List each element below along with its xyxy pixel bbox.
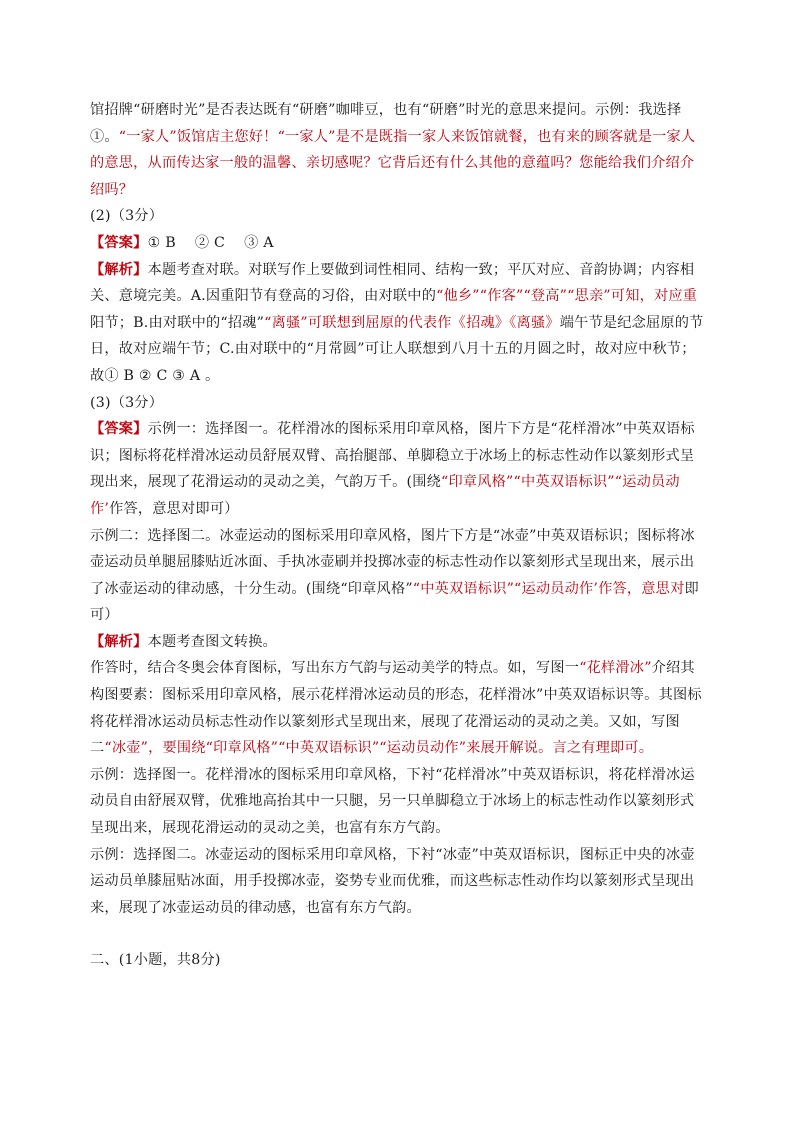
q3-analysis-body bbox=[90, 655, 704, 761]
intro-text-a: 馆招牌“研磨时光”是否表达既有“研磨”咖啡豆，也有“研磨”时光的意思来提问。示例：我选择①。 bbox=[90, 102, 682, 145]
sample2-line-1: 示例：选择图二。冰壶运动的图标采用印章风格，下衬“冰壶”中英双语标识，图标正中央的冰壶 bbox=[90, 846, 695, 863]
ex1-line-4: 作答，意思对即可） bbox=[109, 500, 239, 517]
sample2-line-3: 展现了冰壶运动员的律动感，也富有东方气韵。 bbox=[118, 899, 421, 916]
ex1-line-3: 出来，展现了花滑运动的灵动之美，气韵万千。(围绕 bbox=[104, 474, 442, 491]
intro-text-b: “一家人”饭馆店主您好！“一家人”是不是既指一家人来饭馆就餐，也有来的顾客就是一 bbox=[118, 128, 667, 145]
q3-label: (3)（3分） bbox=[90, 394, 164, 411]
q2-analysis-line-1: 本题考查对联。对联写作上要做到词性相同、结构一致；平仄对应、音韵协调；内容相关、 bbox=[90, 261, 695, 305]
q2-analysis-line-3a: 阳节；B.由对联中的“招魂” bbox=[90, 314, 265, 331]
q3-analysis-line-2: 构图要素：图标采用印章风格，展示花样滑冰运动员的形态，花样滑冰”中英双语标识等。其图标 bbox=[90, 687, 702, 704]
q2-analysis-line-2a: 意境完美。A.因重阳节有登高的习俗，由对联中的 bbox=[118, 288, 437, 305]
q3-analysis-line-1-end: 介绍其 bbox=[651, 660, 695, 677]
q3-analysis-head-text: 本题考查图文转换。 bbox=[147, 633, 278, 650]
q3-analysis-line-1: 作答时，结合冬奥会体育图标，写出东方气韵与运动美学的特点。如，写图一 bbox=[90, 660, 580, 677]
q3-analysis-line-1-red: “花样滑冰” bbox=[579, 660, 652, 677]
ex2-line-2: 壶运动员单腿屈膝贴近冰面、手执冰壶刷并投掷冰壶的标志性动作以篆刻形式呈现出来，展示出了 bbox=[90, 554, 695, 597]
q3-analysis-line-3: 将花样滑冰运动员标志性动作以篆刻形式呈现出来，展现了花滑运动的灵动之美。又如，写图二 bbox=[90, 713, 680, 757]
intro-paragraph bbox=[90, 97, 704, 203]
q3-sample-2 bbox=[90, 842, 704, 922]
sample1-line-1: 示例：选择图一。花样滑冰的图标采用印章风格，下衬“花样滑冰”中英双语标识，将花样滑冰运 bbox=[90, 766, 695, 783]
q2-analysis bbox=[90, 257, 704, 390]
ex1-line-2: 识；图标将花样滑冰运动员舒展双臂、高抬腿部、单脚稳立于冰场上的标志性动作以篆刻形式呈现 bbox=[90, 447, 695, 491]
sample1-line-2: 动员自由舒展双臂，优雅地高抬其中一只腿，另一只单脚稳立于冰场上的标志性动作以篆刻形式呈 bbox=[90, 793, 695, 837]
ex2-line-3-red: “中英双语标识”“运动员动作’作答，意思对 bbox=[412, 580, 685, 597]
ex1-line-3-red: “印章风格”“中英双语标识”“运动员动作’ bbox=[90, 474, 680, 517]
q2-analysis-line-2b: “他乡”“作客”“登高”“思亲”可知，对应重 bbox=[436, 288, 698, 305]
intro-text-c: 家人的意思，从而传达家一般的温馨、亲切感呢？它背后还有什么其他的意蕴吗？您能给我们介绍 bbox=[90, 128, 696, 172]
q2-answer-text: ① B ② C ③ A bbox=[147, 234, 274, 251]
q3-answer-example-2 bbox=[90, 523, 704, 629]
q3-sample-1 bbox=[90, 762, 704, 842]
ex2-line-1: 示例二：选择图二。冰壶运动的图标采用印章风格，图片下方是“冰壶”中英双语标识；图标将冰 bbox=[90, 527, 695, 544]
analysis-tag: 【解析】 bbox=[90, 261, 148, 278]
sample2-line-2: 运动员单膝屈贴冰面，用手投掷冰壶，姿势专业而优雅，而这些标志性动作均以篆刻形式呈现出来， bbox=[90, 873, 695, 916]
ex1-line-1: 示例一：选择图一。花样滑冰的图标采用印章风格，图片下方是“花样滑冰”中英双语标 bbox=[147, 421, 695, 438]
q2-analysis-line-3c: 端午节是纪念屈原 bbox=[559, 314, 675, 331]
q2-analysis-line-5: 节；故① B ② C ③ A 。 bbox=[90, 341, 696, 384]
ex2-line-4: 即可） bbox=[90, 580, 699, 624]
answer-tag: 【答案】 bbox=[90, 421, 148, 438]
intro-text-d: 介绍吗？ bbox=[90, 155, 695, 198]
q2-answer bbox=[90, 230, 704, 257]
analysis-tag: 【解析】 bbox=[90, 633, 148, 650]
q2-analysis-line-3b: “离骚”可联想到屈原的代表作《招魂》《离骚》 bbox=[264, 314, 560, 331]
q2-analysis-line-4: 的节日，故对应端午节；C.由对联中的“月常圆”可让人联想到八月十五的月圆之时，故对应中秋 bbox=[90, 314, 704, 358]
q3-answer-example-1 bbox=[90, 416, 704, 522]
section-2-heading: 二、(1小题，共8分) bbox=[90, 952, 221, 969]
q3-analysis-line-4-red: “冰壶”，要围绕“印章风格”“中英双语标识”“运动员动作”来展开解说。言之有理即可。 bbox=[104, 740, 654, 757]
spacer bbox=[90, 921, 704, 947]
q3-analysis-head bbox=[90, 629, 704, 656]
ex2-line-3: 冰壶运动的律动感，十分生动。(围绕“印章风格” bbox=[104, 580, 413, 597]
document-body bbox=[90, 97, 704, 974]
q2-label: (2)（3分） bbox=[90, 208, 164, 225]
sample1-line-3: 现出来，展现花滑运动的灵动之美，也富有东方气韵。 bbox=[104, 820, 450, 837]
answer-tag: 【答案】 bbox=[90, 234, 148, 251]
